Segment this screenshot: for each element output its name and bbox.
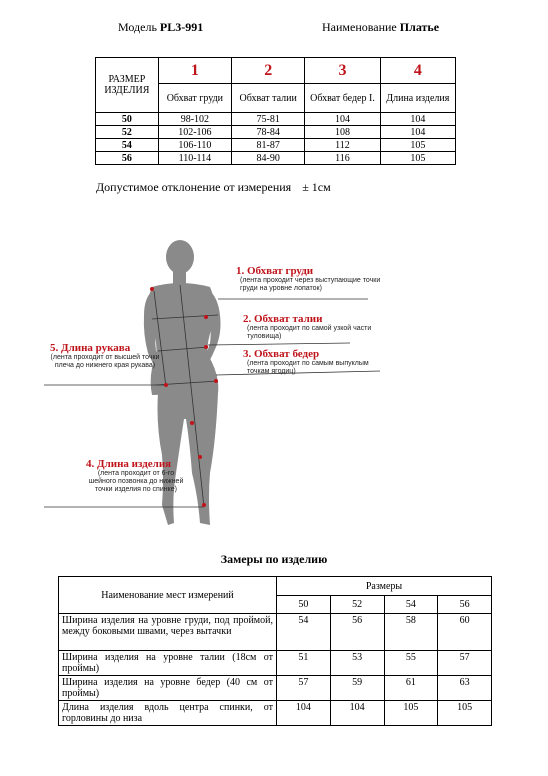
column-label: Обхват груди xyxy=(158,84,231,113)
label-length-title: 4. Длина изделия xyxy=(86,458,172,470)
table-cell: 57 xyxy=(277,676,331,701)
table-cell: 102-106 xyxy=(158,126,231,139)
table-row xyxy=(59,676,492,701)
table-row xyxy=(96,126,456,139)
table-cell: 54 xyxy=(277,614,331,651)
table-cell: 63 xyxy=(438,676,492,701)
product-name-line xyxy=(322,20,439,35)
size-table xyxy=(95,57,456,165)
tolerance-value: ± 1см xyxy=(302,180,331,194)
label-chest-note: (лента проходит через выступающие точки груди на уровне лопаток) xyxy=(240,277,381,292)
table-cell: 104 xyxy=(330,701,384,726)
measure-name: Ширина изделия на уровне груди, под проймой, между боковыми швами, через вытачки xyxy=(59,614,277,651)
table-cell: 105 xyxy=(380,139,455,152)
label-sleeve-title: 5. Длина рукава xyxy=(50,342,131,354)
table-cell: 105 xyxy=(380,152,455,165)
table-cell: 51 xyxy=(277,651,331,676)
table-cell: 105 xyxy=(384,701,438,726)
table-cell: 98-102 xyxy=(158,113,231,126)
table-cell: 105 xyxy=(438,701,492,726)
size-header-cell: 54 xyxy=(384,596,438,614)
table-cell: 56 xyxy=(330,614,384,651)
column-number: 2 xyxy=(232,58,305,84)
size-cell: 54 xyxy=(96,139,159,152)
size-cell: 50 xyxy=(96,113,159,126)
table-cell: 106-110 xyxy=(158,139,231,152)
product-name-value: Платье xyxy=(399,20,440,34)
label-length-note: (лента проходит от 6-го шейного позвонка до нижней точки изделия по спинке) xyxy=(88,470,184,493)
measure-name-header: Наименование мест измерений xyxy=(59,577,277,614)
measurements-table xyxy=(58,576,492,726)
model-line xyxy=(118,20,203,35)
table-cell: 53 xyxy=(330,651,384,676)
measure-name: Ширина изделия на уровне талии (18см от проймы) xyxy=(59,651,277,676)
table-cell: 104 xyxy=(380,113,455,126)
column-label: Обхват бедер I. xyxy=(305,84,380,113)
column-number: 3 xyxy=(305,58,380,84)
size-header: РАЗМЕР ИЗДЕЛИЯ xyxy=(96,58,159,113)
table-cell: 110-114 xyxy=(158,152,231,165)
size-header-cell: 50 xyxy=(277,596,331,614)
table-row xyxy=(96,139,456,152)
tolerance-text: Допустимое отклонение от измерения xyxy=(96,180,292,194)
label-sleeve-note: (лента проходит от высшей точки плеча до нижнего края рукава) xyxy=(50,354,160,369)
table-row xyxy=(59,701,492,726)
column-number: 1 xyxy=(158,58,231,84)
table-cell: 60 xyxy=(438,614,492,651)
table-cell: 104 xyxy=(380,126,455,139)
label-hips-note: (лента проходит по самым выпуклым точкам ягодиц) xyxy=(247,360,369,375)
table-cell: 108 xyxy=(305,126,380,139)
table-cell: 84-90 xyxy=(232,152,305,165)
table-cell: 116 xyxy=(305,152,380,165)
size-cell: 56 xyxy=(96,152,159,165)
label-hips-title: 3. Обхват бедер xyxy=(243,348,320,360)
label-sleeve xyxy=(50,342,160,370)
label-waist-title: 2. Обхват талии xyxy=(243,313,323,325)
size-header-cell: 52 xyxy=(330,596,384,614)
product-name-label: Наименование xyxy=(322,20,397,34)
table-row xyxy=(59,651,492,676)
size-cell: 52 xyxy=(96,126,159,139)
model-value: PL3-991 xyxy=(159,20,204,34)
label-length xyxy=(86,458,186,494)
label-hips xyxy=(243,348,383,376)
tolerance-line xyxy=(96,180,331,195)
table-cell: 104 xyxy=(277,701,331,726)
column-number: 4 xyxy=(380,58,455,84)
table-cell: 55 xyxy=(384,651,438,676)
table-cell: 112 xyxy=(305,139,380,152)
label-chest xyxy=(236,265,386,293)
table-row xyxy=(59,614,492,651)
table-cell: 59 xyxy=(330,676,384,701)
table-cell: 104 xyxy=(305,113,380,126)
label-waist-note: (лента проходит по самой узкой части туловища) xyxy=(247,325,372,340)
table-cell: 75-81 xyxy=(232,113,305,126)
table-row xyxy=(96,152,456,165)
model-label: Модель xyxy=(118,20,157,34)
table-cell: 61 xyxy=(384,676,438,701)
table-cell: 81-87 xyxy=(232,139,305,152)
measure-name: Длина изделия вдоль центра спинки, от горловины до низа xyxy=(59,701,277,726)
measure-name: Ширина изделия на уровне бедер (40 см от проймы) xyxy=(59,676,277,701)
table-cell: 58 xyxy=(384,614,438,651)
size-header-cell: 56 xyxy=(438,596,492,614)
table-cell: 57 xyxy=(438,651,492,676)
column-label: Длина изделия xyxy=(380,84,455,113)
label-waist xyxy=(243,313,373,341)
label-chest-title: 1. Обхват груди xyxy=(236,265,314,277)
sizes-header: Размеры xyxy=(277,577,492,596)
table-row xyxy=(96,113,456,126)
measurements-title: Замеры по изделию xyxy=(220,552,328,566)
table-cell: 78-84 xyxy=(232,126,305,139)
column-label: Обхват талии xyxy=(232,84,305,113)
